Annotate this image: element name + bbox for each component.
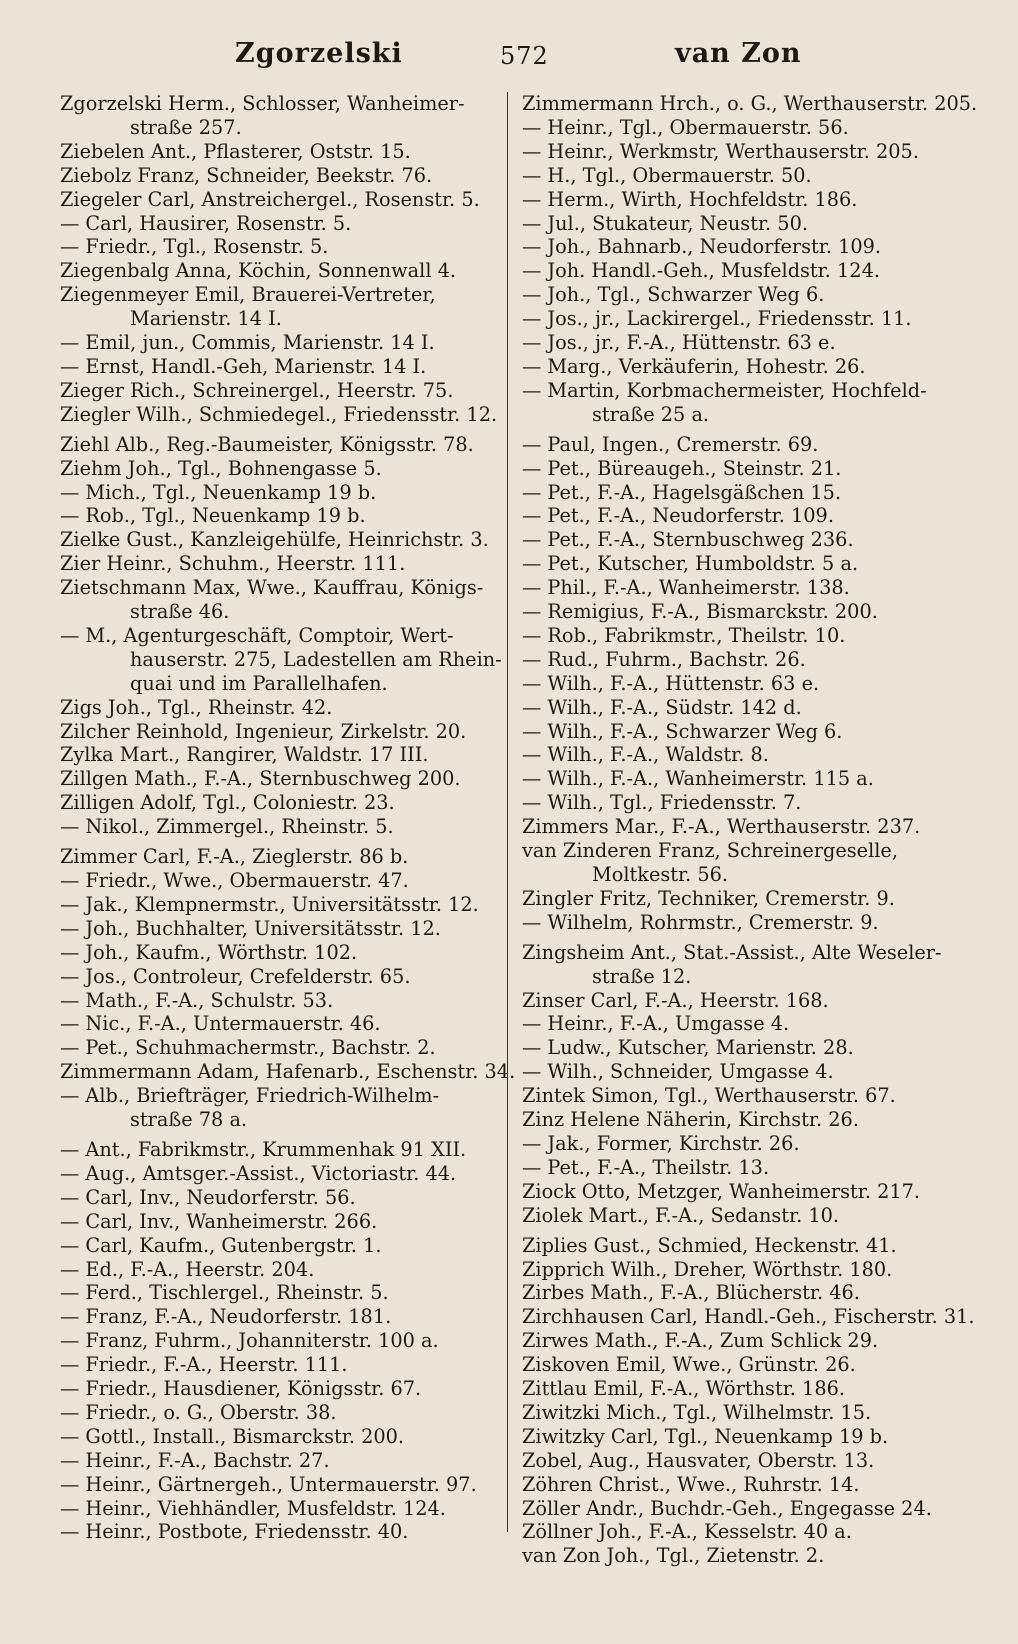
directory-entry (522, 552, 972, 576)
directory-entry (60, 767, 502, 791)
entry-line: — Mich., Tgl., Neuenkamp 19 b. (60, 480, 377, 504)
directory-entry (522, 481, 972, 505)
directory-entry (522, 355, 972, 379)
entry-line: Ziwitzky Carl, Tgl., Neuenkamp 19 b. (522, 1424, 889, 1448)
entry-line: Zingler Fritz, Techniker, Cremerstr. 9. (522, 886, 895, 910)
directory-entry (60, 1520, 502, 1544)
entry-line: Zöller Andr., Buchdr.-Geh., Engegasse 24. (522, 1496, 932, 1520)
entry-line: — Carl, Hausirer, Rosenstr. 5. (60, 211, 352, 235)
entry-line: — Carl, Inv., Neudorferstr. 56. (60, 1185, 356, 1209)
directory-entry (522, 1132, 972, 1156)
directory-entry (522, 648, 972, 672)
entry-line: — Ferd., Tischlergel., Rheinstr. 5. (60, 1281, 389, 1305)
directory-entry (60, 1449, 502, 1473)
directory-entry (60, 1497, 502, 1521)
directory-entry (522, 1329, 972, 1353)
entry-line: Zieger Rich., Schreinergel., Heerstr. 75. (60, 378, 454, 402)
entry-line: — Wilh., F.-A., Hüttenstr. 63 e. (522, 671, 820, 695)
directory-entry (522, 743, 972, 767)
entry-line: — Joh., Kaufm., Wörthstr. 102. (60, 940, 358, 964)
entry-line: — Pet., F.-A., Hagelsgäßchen 15. (522, 480, 842, 504)
header-right-keyword: van Zon (675, 38, 802, 69)
directory-entry (60, 1084, 502, 1132)
directory-entry (522, 767, 972, 791)
entry-line: — Pet., F.-A., Theilstr. 13. (522, 1155, 770, 1179)
directory-entry (522, 576, 972, 600)
directory-entry (522, 379, 972, 427)
entry-line: Zittlau Emil, F.-A., Wörthstr. 186. (522, 1377, 845, 1401)
directory-entry (60, 1210, 502, 1234)
directory-entry (522, 188, 972, 212)
directory-entry (522, 283, 972, 307)
entry-line: — Aug., Amtsger.-Assist., Victoriastr. 44. (60, 1161, 457, 1185)
directory-entry (522, 1036, 972, 1060)
entry-line: — Heinr., Gärtnergeh., Untermauerstr. 97. (60, 1472, 477, 1496)
directory-entry (522, 1281, 972, 1305)
directory-entry (60, 504, 502, 528)
entry-line: — Heinr., Postbote, Friedensstr. 40. (60, 1520, 409, 1544)
directory-entry (60, 528, 502, 552)
entry-line: — Joh. Handl.-Geh., Musfeldstr. 124. (522, 259, 880, 283)
directory-entry (60, 1473, 502, 1497)
directory-entry (522, 887, 972, 911)
directory-entry (522, 1234, 972, 1258)
entry-line: — Pet., F.-A., Sternbuschweg 236. (522, 528, 854, 552)
entry-line: Zimmer Carl, F.-A., Zieglerstr. 86 b. (60, 845, 409, 869)
directory-entry (522, 1156, 972, 1180)
directory-entry (522, 433, 972, 457)
entry-continuation: straße 12. (592, 964, 692, 988)
entry-line: — Franz, Fuhrm., Johanniterstr. 100 a. (60, 1329, 439, 1353)
entry-line: Zgorzelski Herm., Schlosser, Wanheimer- (60, 92, 465, 115)
directory-entry (522, 1204, 972, 1228)
entry-line: — Math., F.-A., Schulstr. 53. (60, 988, 334, 1012)
entry-line: — Gottl., Install., Bismarckstr. 200. (60, 1424, 405, 1448)
directory-entry (60, 481, 502, 505)
entry-line: Ziplies Gust., Schmied, Heckenstr. 41. (522, 1233, 897, 1257)
directory-entry (60, 164, 502, 188)
entry-line: Zirwes Math., F.-A., Zum Schlick 29. (522, 1329, 879, 1353)
directory-entry (60, 92, 502, 140)
entry-continuation: quai und im Parallelhafen. (130, 671, 388, 695)
entry-line: — Joh., Tgl., Schwarzer Weg 6. (522, 283, 825, 307)
directory-entry (522, 941, 972, 989)
directory-entry (60, 791, 502, 815)
directory-entry (60, 1401, 502, 1425)
directory-entry (522, 1425, 972, 1449)
directory-entry (60, 1258, 502, 1282)
entry-line: — Rob., Fabrikmstr., Theilstr. 10. (522, 623, 846, 647)
entry-line: — Friedr., Hausdiener, Königsstr. 67. (60, 1377, 422, 1401)
entry-line: — Wilh., F.-A., Schwarzer Weg 6. (522, 719, 843, 743)
entry-line: — Pet., Kutscher, Humboldstr. 5 a. (522, 552, 859, 576)
directory-entry (522, 331, 972, 355)
entry-line: Zigs Joh., Tgl., Rheinstr. 42. (60, 695, 333, 719)
entry-line: — Ant., Fabrikmstr., Krummenhak 91 XII. (60, 1137, 467, 1161)
directory-entry (522, 839, 972, 887)
directory-entry (60, 433, 502, 457)
entry-continuation: straße 25 a. (592, 402, 710, 426)
entry-line: Zinz Helene Näherin, Kirchstr. 26. (522, 1108, 859, 1132)
directory-entry (522, 504, 972, 528)
entry-line: Zimmers Mar., F.-A., Werthauserstr. 237. (522, 815, 921, 839)
entry-line: — Joh., Bahnarb., Neudorferstr. 109. (522, 235, 882, 259)
entry-line: Ziebolz Franz, Schneider, Beekstr. 76. (60, 163, 433, 187)
entry-line: — Wilh., Tgl., Friedensstr. 7. (522, 791, 802, 815)
directory-entry (60, 1138, 502, 1162)
entry-line: Ziegenmeyer Emil, Brauerei-Vertreter, (60, 283, 436, 307)
entry-line: Zöllner Joh., F.-A., Kesselstr. 40 a. (522, 1520, 852, 1544)
entry-line: — Heinr., Viehhändler, Musfeldstr. 124. (60, 1496, 446, 1520)
directory-entry (60, 355, 502, 379)
directory-entry (60, 815, 502, 839)
entry-line: — Ludw., Kutscher, Marienstr. 28. (522, 1036, 854, 1060)
entry-line: Zimmermann Hrch., o. G., Werthauserstr. 205. (522, 92, 978, 115)
directory-entry (522, 696, 972, 720)
entry-line: — M., Agenturgeschäft, Comptoir, Wert- (60, 623, 454, 647)
entry-line: — Wilh., Schneider, Umgasse 4. (522, 1060, 834, 1084)
directory-entry (522, 672, 972, 696)
entry-line: Zöhren Christ., Wwe., Ruhrstr. 14. (522, 1472, 860, 1496)
directory-entry (60, 188, 502, 212)
entry-line: — Remigius, F.-A., Bismarckstr. 200. (522, 600, 878, 624)
directory-entry (522, 1108, 972, 1132)
column-divider (507, 92, 508, 1532)
entry-line: Ziehm Joh., Tgl., Bohnengasse 5. (60, 456, 382, 480)
directory-entry (60, 941, 502, 965)
directory-entry (522, 1449, 972, 1473)
entry-line: — Rob., Tgl., Neuenkamp 19 b. (60, 504, 366, 528)
entry-line: Zobel, Aug., Hausvater, Oberstr. 13. (522, 1448, 875, 1472)
directory-entry (60, 720, 502, 744)
entry-continuation: straße 46. (130, 600, 230, 624)
directory-entry (522, 600, 972, 624)
entry-line: — Jak., Klempnermstr., Universitätsstr. 12. (60, 892, 479, 916)
directory-entry (522, 1377, 972, 1401)
entry-line: Zirchhausen Carl, Handl.-Geh., Fischerstr. 31. (522, 1305, 975, 1329)
directory-entry (60, 1353, 502, 1377)
entry-line: — Carl, Kaufm., Gutenbergstr. 1. (60, 1233, 382, 1257)
directory-entry (60, 552, 502, 576)
entry-line: Ziegeler Carl, Anstreichergel., Rosenstr. 5. (60, 187, 480, 211)
directory-entry (522, 164, 972, 188)
entry-line: van Zon Joh., Tgl., Zietenstr. 2. (522, 1544, 825, 1568)
entry-line: — Franz, F.-A., Neudorferstr. 181. (60, 1305, 392, 1329)
entry-line: — Phil., F.-A., Wanheimerstr. 138. (522, 576, 850, 600)
entry-line: — Nikol., Zimmergel., Rheinstr. 5. (60, 815, 394, 839)
directory-entry (60, 696, 502, 720)
directory-entry (60, 965, 502, 989)
entry-line: — Joh., Buchhalter, Universitätsstr. 12. (60, 916, 441, 940)
entry-line: — Friedr., o. G., Oberstr. 38. (60, 1400, 337, 1424)
entry-line: Ziegler Wilh., Schmiedegel., Friedensstr. 12. (60, 402, 498, 426)
entry-continuation: Moltkestr. 56. (592, 863, 729, 886)
directory-entry (522, 1258, 972, 1282)
directory-entry (522, 528, 972, 552)
entry-line: — Jos., jr., Lackirergel., Friedensstr. 11. (522, 307, 912, 331)
directory-entry (60, 1425, 502, 1449)
directory-entry (522, 911, 972, 935)
entry-line: — Nic., F.-A., Untermauerstr. 46. (60, 1012, 381, 1036)
entry-line: Zirbes Math., F.-A., Blücherstr. 46. (522, 1281, 860, 1305)
entry-line: Zietschmann Max, Wwe., Kauffrau, Königs- (60, 576, 484, 600)
directory-entry (522, 1305, 975, 1329)
directory-entry (60, 212, 502, 236)
entry-line: — Heinr., Werkmstr, Werthauserstr. 205. (522, 139, 919, 163)
entry-line: — Heinr., Tgl., Obermauerstr. 56. (522, 115, 849, 139)
directory-entry (60, 672, 502, 696)
directory-entry (522, 1060, 972, 1084)
directory-entry (60, 743, 502, 767)
entry-line: Zylka Mart., Rangirer, Waldstr. 17 III. (60, 743, 429, 767)
directory-entry (60, 989, 502, 1013)
directory-entry (60, 845, 502, 869)
entry-line: — Pet., Schuhmachermstr., Bachstr. 2. (60, 1036, 436, 1060)
entry-line: — Jos., jr., F.-A., Hüttenstr. 63 e. (522, 331, 836, 355)
directory-entry (60, 1012, 502, 1036)
entry-line: — Martin, Korbmachermeister, Hochfeld- (522, 378, 927, 402)
entry-line: Zilcher Reinhold, Ingenieur, Zirkelstr. 20. (60, 719, 467, 743)
entry-line: — Wilhelm, Rohrmstr., Cremerstr. 9. (522, 910, 879, 934)
entry-line: Zintek Simon, Tgl., Werthauserstr. 67. (522, 1084, 896, 1108)
entry-line: — Pet., F.-A., Neudorferstr. 109. (522, 504, 834, 528)
directory-entry (60, 235, 502, 259)
entry-line: — Paul, Ingen., Cremerstr. 69. (522, 432, 819, 456)
directory-entry (522, 791, 972, 815)
directory-entry (60, 1305, 502, 1329)
directory-entry (60, 1234, 502, 1258)
directory-entry (522, 259, 972, 283)
directory-entry (60, 869, 502, 893)
entry-line: — Emil, jun., Commis, Marienstr. 14 I. (60, 331, 435, 355)
entry-continuation: hauserstr. 275, Ladestellen am Rhein- (130, 647, 502, 671)
entry-line: — Jul., Stukateur, Neustr. 50. (522, 211, 808, 235)
directory-entry (60, 917, 502, 941)
entry-line: Ziock Otto, Metzger, Wanheimerstr. 217. (522, 1179, 921, 1203)
entry-line: Zillgen Math., F.-A., Sternbuschweg 200. (60, 767, 461, 791)
entry-line: Ziebelen Ant., Pflasterer, Oststr. 15. (60, 139, 411, 163)
directory-entry (60, 1060, 516, 1084)
entry-line: Ziehl Alb., Reg.-Baumeister, Königsstr. 78. (60, 432, 474, 456)
directory-entry (60, 1281, 502, 1305)
entry-continuation: straße 78 a. (130, 1108, 248, 1132)
directory-entry (60, 331, 502, 355)
entry-line: — Friedr., F.-A., Heerstr. 111. (60, 1353, 348, 1377)
directory-entry (522, 1012, 972, 1036)
entry-line: — Wilh., F.-A., Waldstr. 8. (522, 743, 769, 767)
entry-line: — Herm., Wirth, Hochfeldstr. 186. (522, 187, 858, 211)
directory-entry (60, 1036, 502, 1060)
directory-entry (60, 576, 502, 624)
header-left-keyword: Zgorzelski (235, 38, 403, 69)
directory-entry (522, 1084, 972, 1108)
directory-entry (522, 815, 972, 839)
entry-line: Zilligen Adolf, Tgl., Coloniestr. 23. (60, 791, 395, 815)
entry-line: — Alb., Briefträger, Friedrich-Wilhelm- (60, 1084, 440, 1108)
entry-line: — Marg., Verkäuferin, Hohestr. 26. (522, 354, 866, 378)
directory-entry (522, 624, 972, 648)
directory-entry (60, 893, 502, 917)
directory-entry (522, 720, 972, 744)
directory-entry (60, 283, 502, 331)
entry-line: Ziegenbalg Anna, Köchin, Sonnenwall 4. (60, 259, 457, 283)
directory-entry (522, 307, 972, 331)
page-number: 572 (500, 42, 549, 70)
directory-entry (60, 1162, 502, 1186)
entry-line: Zinser Carl, F.-A., Heerstr. 168. (522, 988, 829, 1012)
directory-entry (60, 379, 502, 403)
directory-entry (522, 1353, 972, 1377)
entry-line: Zier Heinr., Schuhm., Heerstr. 111. (60, 552, 406, 576)
entry-line: — Rud., Fuhrm., Bachstr. 26. (522, 647, 806, 671)
directory-entry (522, 92, 978, 116)
entry-line: Ziwitzki Mich., Tgl., Wilhelmstr. 15. (522, 1400, 872, 1424)
entry-line: Ziolek Mart., F.-A., Sedanstr. 10. (522, 1203, 840, 1227)
entry-line: Zielke Gust., Kanzleigehülfe, Heinrichstr. 3. (60, 528, 489, 552)
entry-line: — Ernst, Handl.-Geh, Marienstr. 14 I. (60, 354, 427, 378)
entry-line: Zipprich Wilh., Dreher, Wörthstr. 180. (522, 1257, 893, 1281)
directory-entry (522, 1473, 972, 1497)
directory-entry (60, 1186, 502, 1210)
directory-entry (60, 403, 502, 427)
entry-line: — Friedr., Wwe., Obermauerstr. 47. (60, 869, 409, 892)
directory-entry (522, 1180, 972, 1204)
directory-entry (60, 1377, 502, 1401)
entry-line: — Heinr., F.-A., Umgasse 4. (522, 1012, 790, 1036)
entry-line: Zimmermann Adam, Hafenarb., Eschenstr. 34. (60, 1060, 516, 1084)
directory-entry (522, 116, 972, 140)
entry-line: — Carl, Inv., Wanheimerstr. 266. (60, 1209, 378, 1233)
entry-line: — Pet., Büreaugeh., Steinstr. 21. (522, 456, 842, 480)
entry-line: — H., Tgl., Obermauerstr. 50. (522, 163, 812, 187)
directory-entry (522, 989, 972, 1013)
entry-continuation: Marienstr. 14 I. (130, 307, 282, 331)
entry-line: — Jak., Former, Kirchstr. 26. (522, 1131, 800, 1155)
directory-entry (522, 1544, 972, 1568)
directory-entry (60, 1329, 502, 1353)
right-column (522, 92, 978, 1568)
entry-line: — Friedr., Tgl., Rosenstr. 5. (60, 235, 329, 259)
entry-continuation: straße 257. (130, 115, 242, 139)
entry-line: — Wilh., F.-A., Wanheimerstr. 115 a. (522, 767, 874, 791)
entry-line: — Wilh., F.-A., Südstr. 142 d. (522, 695, 802, 719)
directory-entry (60, 457, 502, 481)
entry-line: Zingsheim Ant., Stat.-Assist., Alte Weseler- (522, 940, 942, 964)
entry-line: van Zinderen Franz, Schreinergeselle, (522, 839, 898, 863)
directory-entry (522, 457, 972, 481)
directory-entry (522, 1520, 972, 1544)
directory-entry (60, 259, 502, 283)
directory-entry (60, 624, 502, 672)
entry-line: — Ed., F.-A., Heerstr. 204. (60, 1257, 315, 1281)
entry-line: — Jos., Controleur, Crefelderstr. 65. (60, 964, 411, 988)
directory-entry (522, 1401, 972, 1425)
left-column (60, 92, 516, 1544)
directory-entry (522, 1497, 972, 1521)
entry-line: Ziskoven Emil, Wwe., Grünstr. 26. (522, 1353, 856, 1377)
directory-entry (522, 140, 972, 164)
directory-entry (522, 235, 972, 259)
entry-line: — Heinr., F.-A., Bachstr. 27. (60, 1448, 330, 1472)
directory-entry (60, 140, 502, 164)
directory-entry (522, 212, 972, 236)
